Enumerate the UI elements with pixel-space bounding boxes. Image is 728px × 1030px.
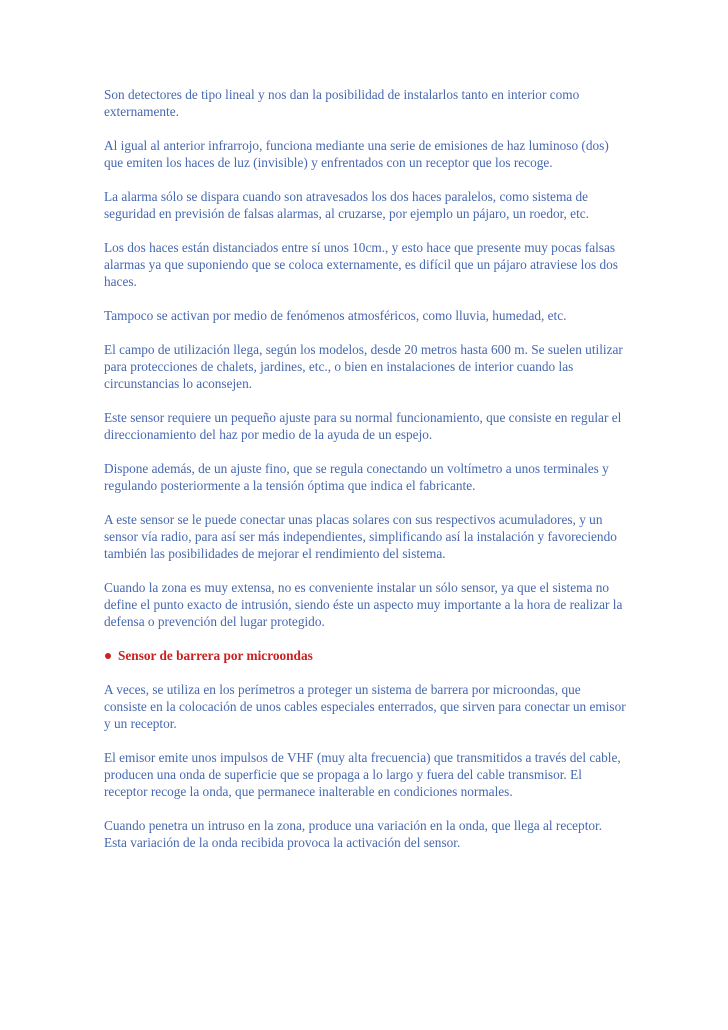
paragraph: El campo de utilización llega, según los modelos, desde 20 metros hasta 600 m. Se suelen utilizar para protecciones de chalets, jardines, etc., o bien en instalaciones de interior cuando las circunstancias lo aconsejen. bbox=[104, 342, 623, 391]
paragraph: La alarma sólo se dispara cuando son atravesados los dos haces paralelos, como sistema de seguridad en previsión de falsas alarmas, al cruzarse, por ejemplo un pájaro, un roedor, etc. bbox=[104, 189, 589, 221]
paragraph: Cuando penetra un intruso en la zona, produce una variación en la onda, que llega al receptor. Esta variación de la onda recibida provoca la activación del sensor. bbox=[104, 818, 603, 850]
paragraph: Son detectores de tipo lineal y nos dan la posibilidad de instalarlos tanto en interior como externamente. bbox=[104, 87, 580, 119]
paragraph: A este sensor se le puede conectar unas placas solares con sus respectivos acumuladores, y un sensor vía radio, para así ser más independientes, simplificando así la instalación y favoreciendo también las posibilidades de mejorar el rendimiento del sistema. bbox=[104, 512, 617, 561]
paragraph: El emisor emite unos impulsos de VHF (muy alta frecuencia) que transmitidos a través del cable, producen una onda de superficie que se propaga a lo largo y fuera del cable transmisor. El receptor recoge la onda, que permanece inalterable en condiciones normales. bbox=[104, 750, 621, 799]
section-heading-text: Sensor de barrera por microondas bbox=[118, 648, 313, 663]
bullet-icon bbox=[105, 653, 111, 659]
paragraph: A veces, se utiliza en los perímetros a proteger un sistema de barrera por microondas, que consiste en la colocación de unos cables especiales enterrados, que sirven para conectar un emisor y un receptor. bbox=[104, 682, 626, 731]
paragraph: Dispone además, de un ajuste fino, que se regula conectando un voltímetro a unos terminales y regulando posteriormente a la tensión óptima que indica el fabricante. bbox=[104, 461, 609, 493]
document-page bbox=[104, 86, 626, 868]
paragraph: Este sensor requiere un pequeño ajuste para su normal funcionamiento, que consiste en regular el direccionamiento del haz por medio de la ayuda de un espejo. bbox=[104, 410, 622, 442]
paragraph: Los dos haces están distanciados entre sí unos 10cm., y esto hace que presente muy pocas falsas alarmas ya que suponiendo que se coloca externamente, es difícil que un pájaro atraviese los dos haces. bbox=[104, 240, 618, 289]
paragraph: Al igual al anterior infrarrojo, funciona mediante una serie de emisiones de haz luminoso (dos) que emiten los haces de luz (invisible) y enfrentados con un receptor que los recoge. bbox=[104, 138, 609, 170]
section-heading bbox=[104, 647, 626, 664]
paragraph: Tampoco se activan por medio de fenómenos atmosféricos, como lluvia, humedad, etc. bbox=[104, 308, 567, 323]
paragraph: Cuando la zona es muy extensa, no es conveniente instalar un sólo sensor, ya que el sistema no define el punto exacto de intrusión, siendo éste un aspecto muy importante a la hora de realizar la defensa o prevención del lugar protegido. bbox=[104, 580, 623, 629]
